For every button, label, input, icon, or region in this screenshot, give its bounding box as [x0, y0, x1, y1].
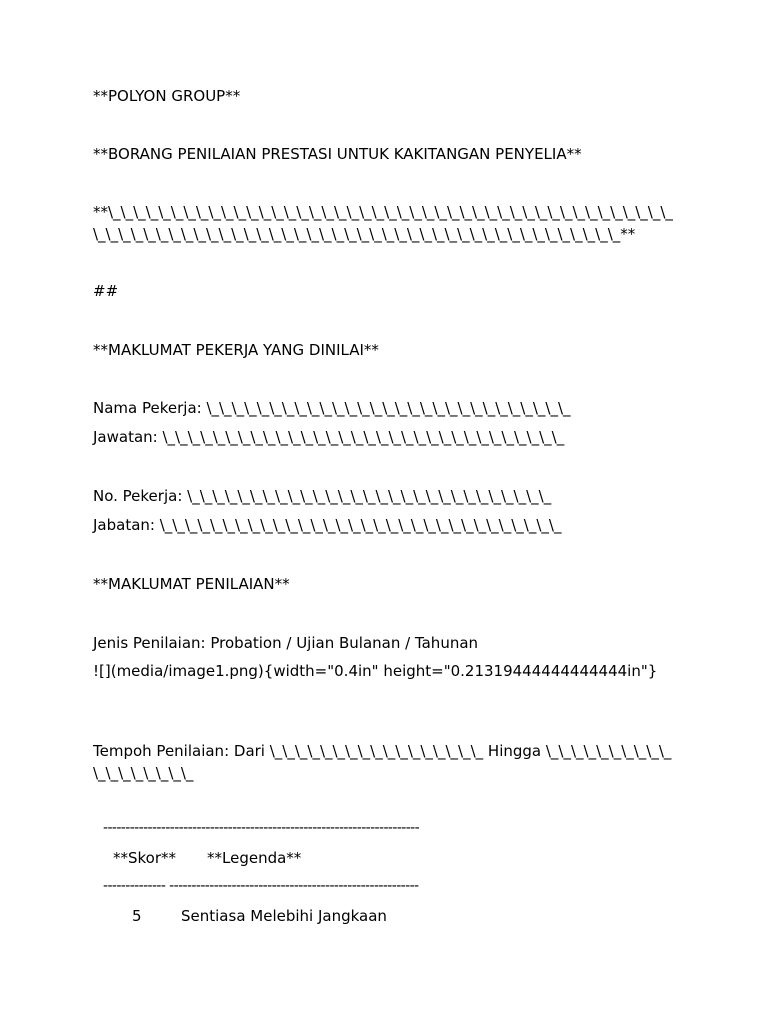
company-name: **POLYON GROUP** — [93, 87, 241, 105]
field-no-pekerja: No. Pekerja: \_\_\_\_\_\_\_\_\_\_\_\_\_\_\_\_\_\_\_\_\_\_\_\_\_\_\_\_\_ — [93, 487, 552, 505]
section-title-evaluation-info: **MAKLUMAT PENILAIAN** — [93, 575, 290, 593]
section-title-employee-info: **MAKLUMAT PEKERJA YANG DINILAI** — [93, 341, 379, 359]
field-jawatan: Jawatan: \_\_\_\_\_\_\_\_\_\_\_\_\_\_\_\_\_\_\_\_\_\_\_\_\_\_\_\_\_\_\_\_ — [93, 428, 565, 446]
image-reference: ![](media/image1.png){width="0.4in" height="0.21319444444444444in"} — [93, 662, 658, 680]
field-jenis-penilaian: Jenis Penilaian: Probation / Ujian Bulanan / Tahunan — [93, 634, 479, 652]
form-title: **BORANG PENILAIAN PRESTASI UNTUK KAKITANGAN PENYELIA** — [93, 145, 582, 163]
table-cell-legenda: Sentiasa Melebihi Jangkaan — [181, 907, 387, 925]
table-rule-mid: -------------- -------------------------------------------------------- — [103, 878, 419, 894]
heading-marks: ## — [93, 282, 119, 300]
field-tempoh-penilaian: Tempoh Penilaian: Dari \_\_\_\_\_\_\_\_\_\_\_\_\_\_\_\_\_ Hingga \_\_\_\_\_\_\_\_\_\_\_\_\_\_\_\_\_\_ — [93, 742, 672, 782]
table-header-legenda: **Legenda** — [207, 849, 302, 867]
table-rule-top: ----------------------------------------------------------------------- — [103, 820, 420, 836]
field-nama-pekerja: Nama Pekerja: \_\_\_\_\_\_\_\_\_\_\_\_\_\_\_\_\_\_\_\_\_\_\_\_\_\_\_\_\_ — [93, 399, 571, 417]
field-jabatan: Jabatan: \_\_\_\_\_\_\_\_\_\_\_\_\_\_\_\_\_\_\_\_\_\_\_\_\_\_\_\_\_\_\_\_ — [93, 516, 562, 534]
table-cell-skor: 5 — [132, 907, 142, 925]
table-header-skor: **Skor** — [113, 849, 177, 867]
separator-line: **\_\_\_\_\_\_\_\_\_\_\_\_\_\_\_\_\_\_\_\_\_\_\_\_\_\_\_\_\_\_\_\_\_\_\_\_\_\_\_\_\_\_\_\_\_\_\_\_\_\_\_\_\_\_\_\_\_\_\_\_\_\_\_\_\_\_\_\_\_\_\_\_\_\_\_\_\_\_\_\_\_\_\_\_\_\_\_** — [93, 203, 673, 243]
